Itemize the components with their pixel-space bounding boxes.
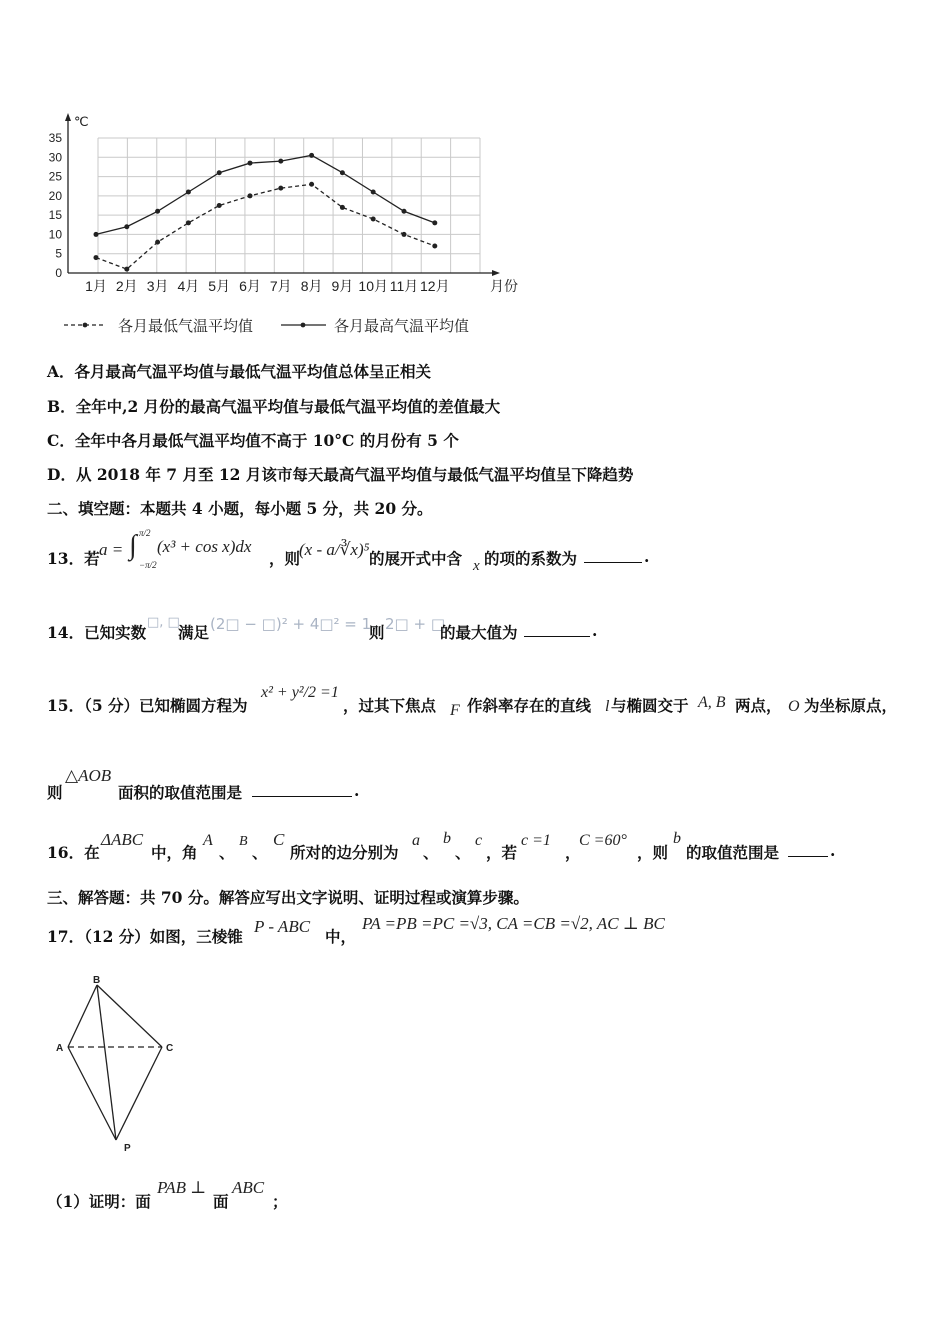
option-c: C．全年中各月最低气温平均值不高于 10°C 的月份有 5 个 — [47, 431, 459, 450]
data-point-max — [155, 209, 160, 214]
q13-number: 13．若 — [47, 549, 100, 568]
q16-C-eq: C =60° — [579, 832, 627, 849]
q14-expr: 2□ + □ — [385, 615, 445, 633]
q15-answer-blank — [252, 782, 352, 797]
series-line-max — [96, 155, 435, 234]
data-point-min — [278, 186, 283, 191]
data-point-min — [248, 193, 253, 198]
q16-t1: 中，角 — [151, 843, 198, 862]
x-tick-label: 4月 — [177, 278, 200, 294]
q13-a-eq: a = — [99, 540, 124, 559]
q15-triangle: △AOB — [65, 766, 112, 785]
x-tick-label: 11月 — [389, 278, 419, 294]
q14-satisfy: 满足 — [178, 623, 210, 642]
data-point-min — [94, 255, 99, 260]
option-b: B．全年中,2 月份的最高气温平均值与最低气温平均值的差值最大 — [47, 397, 501, 416]
data-point-max — [340, 170, 345, 175]
x-tick-label: 9月 — [331, 278, 354, 294]
question-16 — [47, 828, 927, 868]
data-point-max — [94, 232, 99, 237]
q17-part1-abc: ABC — [232, 1178, 265, 1197]
y-unit-label: ℃ — [74, 114, 89, 129]
edge-BP — [97, 985, 116, 1140]
q15-t2: 作斜率存在的直线 — [467, 696, 592, 715]
q13-integral-sign: ∫ — [129, 530, 137, 561]
chart-axes — [65, 113, 500, 276]
q16-sep3: 、 — [423, 843, 439, 862]
x-tick-label: 10月 — [358, 278, 388, 294]
data-point-min — [186, 220, 191, 225]
vertex-label-A: A — [56, 1043, 64, 1054]
q16-end: . — [830, 841, 836, 860]
q16-c: c — [475, 832, 483, 849]
q15-t5: 为坐标原点， — [804, 696, 898, 715]
q16-b: b — [443, 830, 451, 847]
legend-marker-min — [83, 323, 88, 328]
legend-marker-max — [301, 323, 306, 328]
legend-label-max: 各月最高气温平均值 — [334, 318, 470, 335]
q16-c-eq: c =1 — [521, 832, 551, 849]
q16-A: A — [203, 832, 213, 849]
q17-pyramid: P - ABC — [254, 917, 311, 936]
data-point-min — [402, 232, 407, 237]
q15-t4: 两点， — [735, 696, 782, 715]
x-tick-label: 8月 — [300, 278, 323, 294]
edge-AP — [68, 1047, 116, 1140]
x-tick-label: 12月 — [420, 278, 450, 294]
option-a: A．各月最高气温平均值与最低气温平均值总体呈正相关 — [47, 362, 432, 381]
vertex-label-P: P — [124, 1143, 131, 1154]
q15-line2-pre: 则 — [47, 783, 63, 802]
q15-equation: x² + y²/2 =1 — [261, 684, 339, 701]
q13-integrand: (x³ + cos x)dx — [157, 537, 252, 556]
edge-AB — [68, 985, 97, 1047]
y-tick-label: 20 — [48, 188, 62, 203]
q16-tail: 的取值范围是 — [686, 843, 780, 862]
option-d: D．从 2018 年 7 月至 12 月该市每天最高气温平均值与最低气温平均值呈下降趋势 — [47, 465, 634, 484]
question-14 — [47, 612, 907, 644]
y-axis-arrow — [65, 113, 71, 121]
q17-part1 — [47, 1172, 447, 1212]
q16-sep1: 、 — [219, 843, 235, 862]
x-tick-label: 5月 — [208, 278, 231, 294]
data-point-max — [371, 190, 376, 195]
chart-grid — [98, 138, 480, 273]
vertex-label-C: C — [166, 1043, 174, 1054]
q15-AB: A, B — [698, 694, 726, 711]
q13-answer-blank — [584, 548, 642, 563]
q17-part1-end: ； — [272, 1192, 288, 1211]
question-15 — [47, 672, 927, 724]
q13-then: ，则 — [269, 549, 301, 568]
y-tick-label: 35 — [48, 131, 62, 145]
question-17 — [47, 912, 907, 948]
y-tick-label: 10 — [48, 227, 62, 242]
q17-part1-mian: 面 — [213, 1192, 229, 1211]
q13-binomial: (x - a/∛x)⁵ — [299, 540, 370, 559]
data-point-max — [248, 161, 253, 166]
q16-C: C — [273, 830, 285, 849]
data-point-max — [402, 209, 407, 214]
q16-a: a — [412, 832, 420, 849]
q17-part1-pab: PAB ⊥ — [157, 1178, 207, 1197]
data-point-max — [124, 224, 129, 229]
q16-B: B — [239, 834, 248, 849]
q17-number: 17．（12 分）如图，三棱锥 — [47, 927, 243, 946]
section2-heading: 二、填空题：本题共 4 小题，每小题 5 分，共 20 分。 — [47, 499, 433, 518]
q15-l: l — [605, 698, 610, 715]
q16-triangle: ΔABC — [101, 830, 144, 849]
y-tick-label: 15 — [48, 208, 62, 223]
edge-CP — [116, 1047, 162, 1140]
q15-line2-tail: 面积的取值范围是 — [118, 783, 243, 802]
q13-integral-upper: π/2 — [139, 528, 151, 538]
x-axis-arrow — [492, 270, 500, 276]
q14-number: 14．已知实数 — [47, 623, 147, 642]
data-point-min — [155, 240, 160, 245]
x-axis-label: 月份 — [490, 278, 518, 294]
q17-part1-pre: （1）证明：面 — [47, 1192, 151, 1211]
q17-mid: 中， — [325, 927, 357, 946]
q16-answer-blank — [788, 842, 828, 857]
q13-integral-lower: −π/2 — [139, 560, 157, 570]
q16-t3: ，若 — [486, 843, 518, 862]
y-tick-label: 30 — [48, 150, 62, 165]
q14-tail: 的最大值为 — [440, 623, 518, 642]
data-point-min — [124, 267, 129, 272]
edge-BC — [97, 985, 162, 1047]
y-tick-label: 25 — [48, 169, 62, 184]
q15-t1: ，过其下焦点 — [343, 696, 437, 715]
q15-O: O — [788, 698, 800, 715]
data-point-max — [278, 159, 283, 164]
q14-end: . — [592, 621, 598, 640]
x-tick-label: 3月 — [146, 278, 169, 294]
q15-F: F — [450, 702, 460, 719]
q16-t4: ，则 — [637, 843, 669, 862]
temperature-chart — [40, 110, 540, 350]
q14-then: 则 — [369, 623, 385, 642]
q13-x: x — [473, 558, 480, 574]
x-tick-label: 1月 — [85, 278, 107, 294]
q15-t3: 与椭圆交于 — [611, 696, 689, 715]
data-point-min — [432, 244, 437, 249]
q16-comma: ， — [565, 843, 581, 862]
section3-heading: 三、解答题：共 70 分。解答应写出文字说明、证明过程或演算步骤。 — [47, 888, 529, 907]
data-point-min — [309, 182, 314, 187]
pyramid-figure — [50, 975, 190, 1160]
q16-number: 16．在 — [47, 843, 100, 862]
q16-b2: b — [673, 830, 681, 847]
data-point-max — [186, 190, 191, 195]
q16-sep2: 、 — [252, 843, 268, 862]
q13-end: . — [644, 547, 650, 566]
data-point-max — [309, 153, 314, 158]
q14-vars: □, □ — [147, 615, 180, 630]
question-15-line2 — [47, 766, 447, 806]
x-tick-label: 6月 — [239, 278, 261, 294]
q16-sep4: 、 — [455, 843, 471, 862]
x-tick-label: 7月 — [269, 278, 292, 294]
data-point-max — [217, 170, 222, 175]
q14-equation: (2□ − □)² + 4□² = 1, — [210, 615, 376, 633]
y-tick-label: 0 — [55, 266, 62, 280]
data-point-min — [217, 203, 222, 208]
vertex-label-B: B — [93, 975, 101, 986]
q13-mid: 的展开式中含 — [369, 549, 463, 568]
q16-t2: 所对的边分别为 — [290, 843, 399, 862]
series-line-min — [96, 184, 435, 269]
q13-tail: 的项的系数为 — [484, 549, 578, 568]
y-tick-label: 5 — [55, 246, 62, 261]
q15-end: . — [354, 781, 360, 800]
legend-label-min: 各月最低气温平均值 — [118, 318, 254, 335]
q15-number: 15．（5 分）已知椭圆方程为 — [47, 696, 248, 715]
x-tick-label: 2月 — [115, 278, 138, 294]
q17-condition: PA =PB =PC =√3, CA =CB =√2, AC ⊥ BC — [362, 914, 665, 933]
data-point-min — [340, 205, 345, 210]
data-point-max — [432, 220, 437, 225]
q14-answer-blank — [524, 622, 590, 637]
question-13 — [47, 530, 907, 580]
data-point-min — [371, 217, 376, 222]
